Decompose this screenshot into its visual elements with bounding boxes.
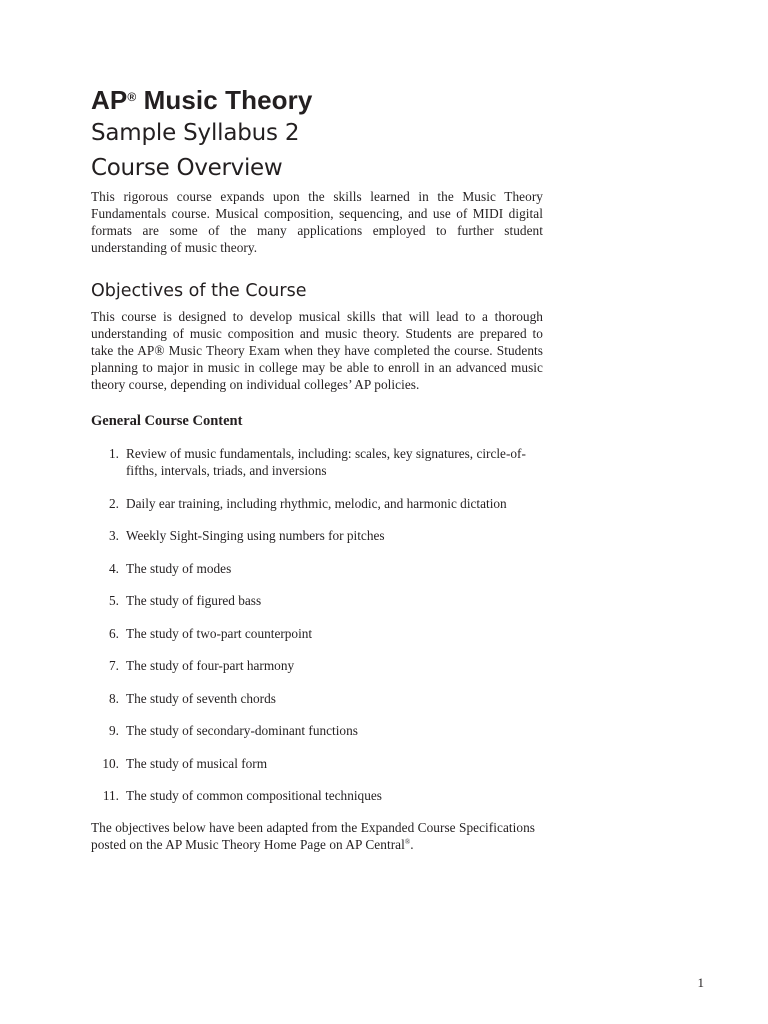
document-title: [91, 84, 543, 116]
closing-text: [91, 819, 543, 853]
list-item-number: 4.: [109, 560, 119, 576]
list-item-text: The study of four-part harmony: [126, 658, 295, 673]
list-item: [91, 592, 543, 609]
list-item-number: 3.: [109, 528, 119, 543]
list-item: [91, 445, 543, 479]
document-subtitle: Sample Syllabus 2: [91, 120, 300, 146]
list-item-text: The study of two-part counterpoint: [126, 625, 313, 641]
title-rest: Music Theory: [136, 85, 313, 115]
list-item-number: 10.: [102, 755, 119, 771]
list-item-number: 2.: [109, 495, 119, 511]
list-item: [91, 625, 543, 642]
list-item-text: Daily ear training, including rhythmic, melodic, and harmonic dictation: [126, 495, 507, 511]
list-item-number: 11.: [102, 788, 119, 803]
list-item-number: 5.: [109, 593, 119, 608]
list-item: [91, 690, 543, 707]
list-item-number: 1.: [109, 446, 119, 461]
list-item: [91, 527, 543, 544]
closing-end: .: [410, 837, 414, 852]
list-item-number: 9.: [109, 723, 119, 738]
list-item: [91, 787, 543, 804]
list-item: [91, 657, 543, 674]
objectives-heading: Objectives of the Course: [91, 281, 307, 301]
registered-mark: ®: [404, 838, 411, 846]
page-number: 1: [697, 975, 704, 990]
list-item-text: The study of seventh chords: [126, 690, 276, 706]
general-course-content-heading: General Course Content: [91, 413, 243, 429]
objectives-text: This course is designed to develop musical skills that will lead to a thorough understanding of music composition and music theory. Students are prepared to take the AP® Music Theory Exam when they have completed the course. Students planning to major in music in college may be able to enroll in an advanced music theory course, depending on individual colleges’ AP policies.: [91, 309, 543, 392]
list-item-number: 7.: [109, 658, 119, 673]
list-item-text: The study of secondary-dominant functions: [126, 723, 358, 738]
list-item-text: The study of common compositional techniques: [126, 788, 382, 803]
course-overview-text: This rigorous course expands upon the skills learned in the Music Theory Fundamentals course. Musical composition, sequencing, and use of MIDI digital formats are some of the many applications employed to further student understanding of music theory.: [91, 189, 543, 255]
list-item-text: The study of figured bass: [126, 593, 262, 608]
closing-body: The objectives below have been adapted from the Expanded Course Specifications posted on the AP Music Theory Home Page on AP Central: [91, 820, 536, 852]
list-item: [91, 755, 543, 772]
list-item-text: The study of modes: [126, 560, 232, 576]
list-item: [91, 495, 543, 512]
document-page: [91, 84, 543, 853]
title-ap: AP: [91, 85, 128, 115]
list-item-number: 6.: [109, 625, 119, 641]
list-item: [91, 560, 543, 577]
list-item-number: 8.: [109, 690, 119, 706]
course-content-list: [91, 445, 543, 804]
list-item: [91, 722, 543, 739]
registered-mark: ®: [127, 90, 137, 104]
list-item-text: The study of musical form: [126, 755, 268, 771]
list-item-text: Review of music fundamentals, including: scales, key signatures, circle-of-fifths, intervals, triads, and inversions: [126, 446, 526, 478]
course-overview-heading: Course Overview: [91, 155, 283, 181]
list-item-text: Weekly Sight-Singing using numbers for pitches: [126, 528, 385, 543]
